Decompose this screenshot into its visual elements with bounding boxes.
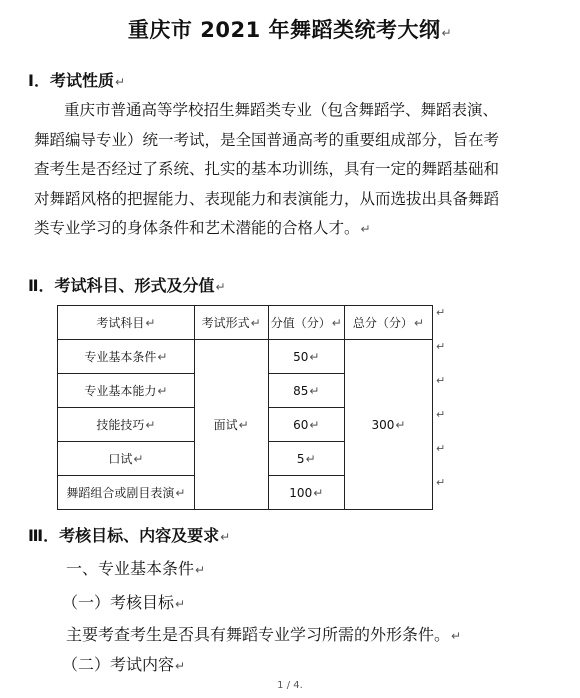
cell-total: 300↵ (344, 340, 432, 510)
item-heading-basic-conditions: 一、专业基本条件↵ (66, 559, 206, 578)
row-end-mark: ↵ (436, 476, 446, 489)
row-end-mark: ↵ (436, 408, 446, 421)
cell-form: 面试↵ (194, 340, 268, 510)
row-end-mark: ↵ (436, 374, 446, 387)
cell-subject: 专业基本能力↵ (58, 374, 195, 408)
row-end-mark: ↵ (436, 340, 446, 353)
paragraph-line: 查考生是否经过了系统、扎实的基本功训练，具有一定的舞蹈基础和 (34, 160, 500, 178)
paragraph-line: 舞蹈编导专业）统一考试，是全国普通高考的重要组成部分，旨在考 (34, 130, 500, 149)
header-score: 分值（分）↵ (268, 306, 344, 340)
cell-subject: 舞蹈组合或剧目表演↵ (58, 476, 195, 510)
cell-subject: 口试↵ (58, 442, 195, 476)
section-heading-subjects: Ⅱ．考试科目、形式及分值↵ (28, 276, 226, 295)
cell-score: 5↵ (268, 442, 344, 476)
page-number: 1 / 4. (277, 680, 303, 691)
header-form: 考试形式↵ (194, 306, 268, 340)
cell-score: 50↵ (268, 340, 344, 374)
subheading-objectives: （一）考核目标↵ (62, 593, 186, 612)
score-table (57, 305, 433, 510)
cell-subject: 技能技巧↵ (58, 408, 195, 442)
cell-score: 85↵ (268, 374, 344, 408)
paragraph-line: 类专业学习的身体条件和艺术潜能的合格人才。↵ (34, 219, 371, 237)
section-heading-objectives: Ⅲ．考核目标、内容及要求↵ (28, 526, 231, 545)
cell-score: 60↵ (268, 408, 344, 442)
table-header-row (58, 306, 433, 340)
subheading-content: （二）考试内容↵ (62, 655, 186, 674)
section-paragraph-nature (34, 96, 550, 245)
cell-subject: 专业基本条件↵ (58, 340, 195, 374)
header-total: 总分（分）↵ (344, 306, 432, 340)
document-title: 重庆市 2021 年舞蹈类统考大纲↵ (127, 18, 453, 42)
objective-text: 主要考查考生是否具有舞蹈专业学习所需的外形条件。↵ (66, 625, 462, 644)
cell-score: 100↵ (268, 476, 344, 510)
paragraph-line: 重庆市普通高等学校招生舞蹈类专业（包含舞蹈学、舞蹈表演、 (64, 101, 499, 119)
row-end-mark: ↵ (436, 442, 446, 455)
row-end-mark: ↵ (436, 306, 446, 319)
table-row (58, 340, 433, 374)
section-heading-nature: Ⅰ．考试性质↵ (28, 71, 126, 90)
header-subject: 考试科目↵ (58, 306, 195, 340)
paragraph-line: 对舞蹈风格的把握能力、表现能力和表演能力，从而选拔出具备舞蹈 (34, 189, 500, 208)
